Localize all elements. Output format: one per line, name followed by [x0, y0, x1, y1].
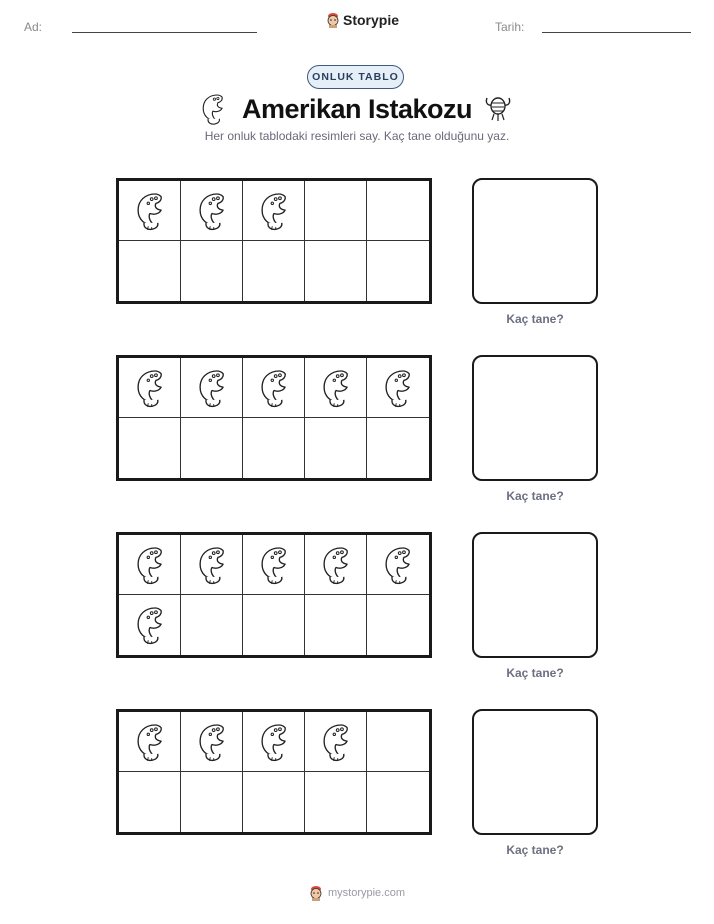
frame-cell — [305, 535, 367, 595]
storypie-mascot-icon — [309, 885, 323, 901]
frame-cell — [305, 712, 367, 772]
lobster-claw-icon — [199, 92, 227, 126]
frame-cell — [181, 418, 243, 478]
frame-cell — [181, 181, 243, 241]
frame-cell — [367, 712, 429, 772]
answer-box-4[interactable] — [472, 709, 598, 835]
title-row — [0, 90, 714, 130]
lobster-claw-icon — [257, 367, 291, 409]
lobster-claw-icon — [319, 721, 353, 763]
lobster-claw-icon — [133, 721, 167, 763]
lobster-claw-icon — [133, 604, 167, 646]
frame-cell — [305, 595, 367, 655]
frame-cell — [305, 418, 367, 478]
ten-frame-3 — [116, 532, 432, 658]
lobster-claw-icon — [133, 367, 167, 409]
frame-cell — [367, 535, 429, 595]
lobster-claw-icon — [319, 367, 353, 409]
frame-cell — [305, 358, 367, 418]
answer-label-1: Kaç tane? — [506, 312, 564, 326]
frame-cell — [181, 358, 243, 418]
frame-cell — [119, 772, 181, 832]
lobster-claw-icon — [195, 544, 229, 586]
lobster-claw-icon — [195, 721, 229, 763]
brand-logo — [326, 12, 399, 28]
frame-cell — [367, 181, 429, 241]
lobster-claw-icon — [257, 721, 291, 763]
lobster-claw-icon — [319, 544, 353, 586]
lobster-claw-icon — [381, 367, 415, 409]
ten-frame-4 — [116, 709, 432, 835]
frame-cell — [305, 181, 367, 241]
ten-frame-2 — [116, 355, 432, 481]
footer-url: mystorypie.com — [327, 887, 406, 899]
frame-cell — [243, 712, 305, 772]
frame-cell — [243, 535, 305, 595]
name-line[interactable] — [72, 32, 257, 33]
frame-cell — [305, 772, 367, 832]
frame-cell — [119, 418, 181, 478]
lobster-icon — [484, 92, 512, 122]
frame-cell — [119, 712, 181, 772]
frame-cell — [119, 241, 181, 301]
frame-cell — [367, 772, 429, 832]
frame-cell — [181, 772, 243, 832]
frame-cell — [181, 535, 243, 595]
brand-name: Storypie — [343, 12, 400, 28]
lobster-claw-icon — [257, 190, 291, 232]
lobster-claw-icon — [257, 544, 291, 586]
frame-cell — [119, 535, 181, 595]
answer-label-2: Kaç tane? — [506, 489, 564, 503]
lobster-claw-icon — [133, 544, 167, 586]
frame-cell — [181, 595, 243, 655]
frame-cell — [367, 358, 429, 418]
frame-cell — [243, 772, 305, 832]
date-label: Tarih: — [495, 20, 525, 34]
frame-cell — [243, 418, 305, 478]
frame-cell — [243, 241, 305, 301]
answer-box-1[interactable] — [472, 178, 598, 304]
frame-cell — [243, 595, 305, 655]
answer-box-2[interactable] — [472, 355, 598, 481]
ten-frame-1 — [116, 178, 432, 304]
frame-cell — [119, 358, 181, 418]
date-line[interactable] — [542, 32, 691, 33]
frame-cell — [243, 181, 305, 241]
answer-label-3: Kaç tane? — [506, 666, 564, 680]
frame-cell — [181, 241, 243, 301]
frame-cell — [181, 712, 243, 772]
frame-cell — [119, 181, 181, 241]
storypie-mascot-icon — [326, 12, 340, 28]
lobster-claw-icon — [381, 544, 415, 586]
frame-cell — [119, 595, 181, 655]
worksheet-type-badge: ONLUK TABLO — [307, 65, 404, 89]
answer-box-3[interactable] — [472, 532, 598, 658]
frame-cell — [305, 241, 367, 301]
lobster-claw-icon — [133, 190, 167, 232]
name-label: Ad: — [24, 20, 43, 34]
footer — [0, 885, 714, 901]
frame-cell — [243, 358, 305, 418]
page-title: Amerikan Istakozu — [241, 94, 473, 124]
answer-label-4: Kaç tane? — [506, 843, 564, 857]
frame-cell — [367, 241, 429, 301]
frame-cell — [367, 595, 429, 655]
frame-cell — [367, 418, 429, 478]
lobster-claw-icon — [195, 190, 229, 232]
lobster-claw-icon — [195, 367, 229, 409]
instructions: Her onluk tablodaki resimleri say. Kaç tane olduğunu yaz. — [204, 129, 510, 143]
